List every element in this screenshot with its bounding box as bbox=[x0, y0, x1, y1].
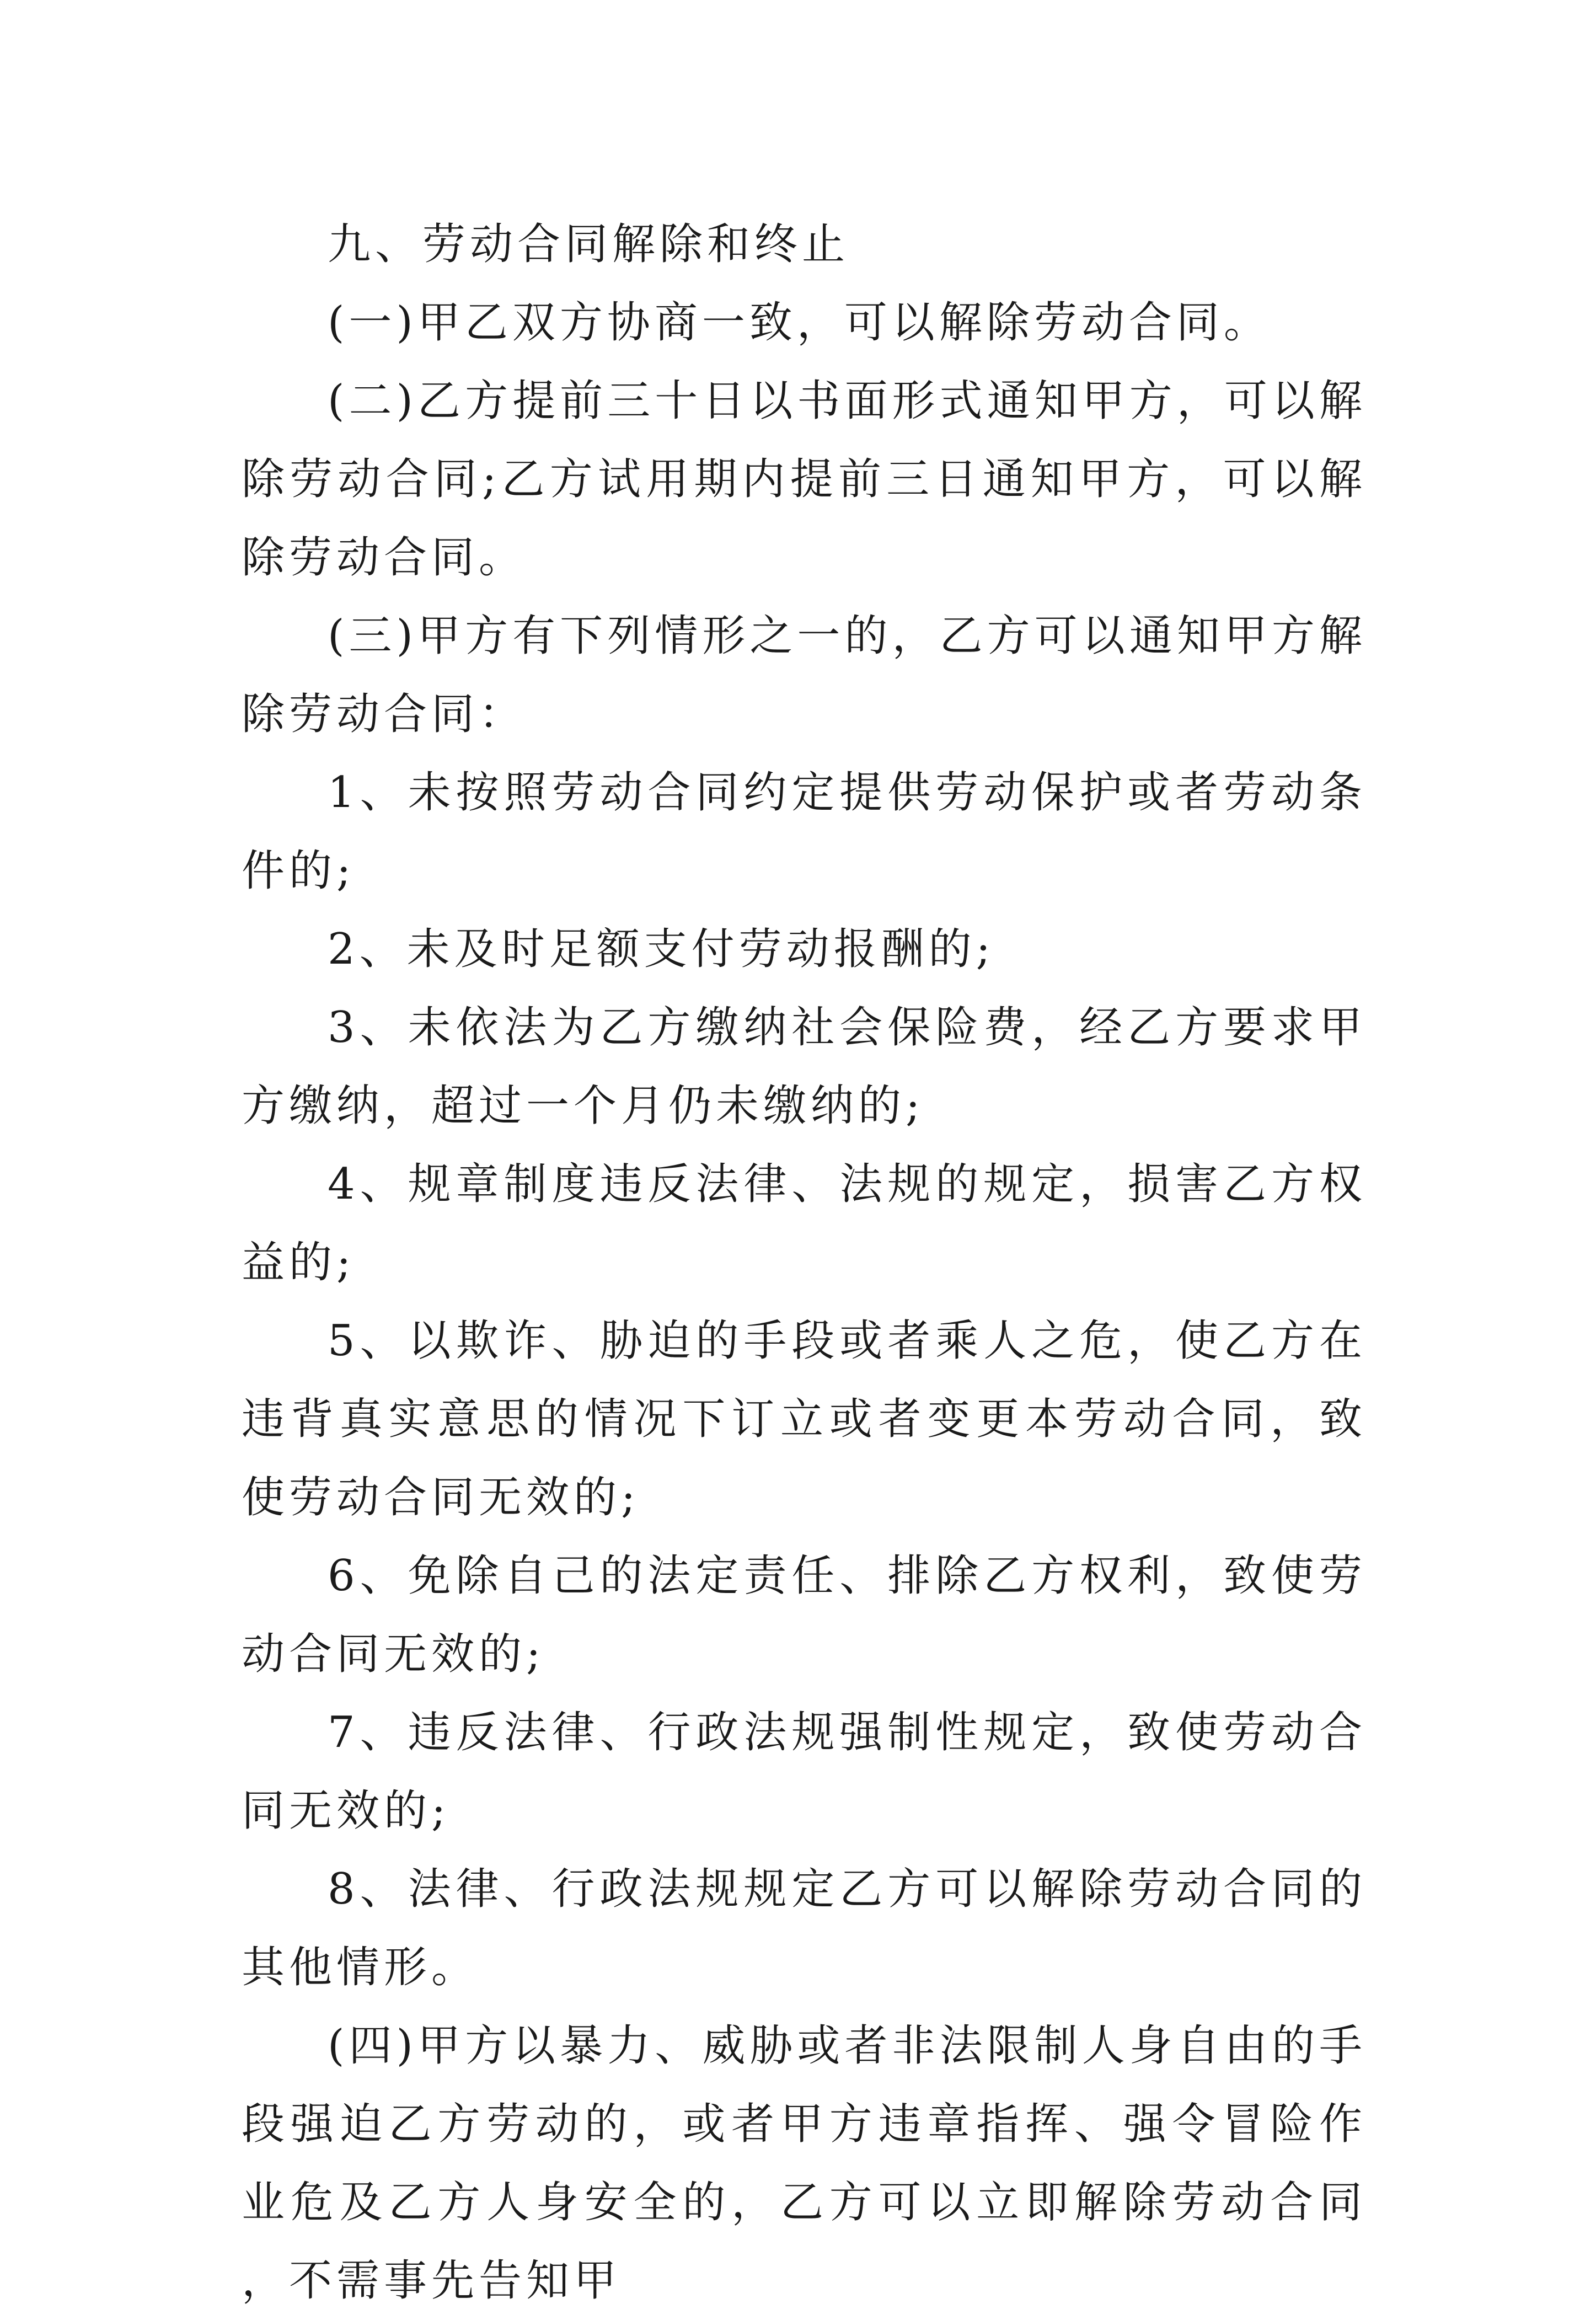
list-item-4: 4、规章制度违反法律、法规的规定，损害乙方权益的; bbox=[242, 1159, 1367, 1287]
paragraph-3: (三)甲方有下列情形之一的，乙方可以通知甲方解除劳动合同： bbox=[242, 611, 1367, 739]
list-item-5: 5、以欺诈、胁迫的手段或者乘人之危，使乙方在违背真实意思的情况下订立或者变更本劳动合同，致使劳动合同无效的; bbox=[242, 1316, 1367, 1522]
section-heading: 九、劳动合同解除和终止 bbox=[328, 220, 850, 269]
paragraph-2: (二)乙方提前三十日以书面形式通知甲方，可以解除劳动合同;乙方试用期内提前三日通知甲方，可以解除劳动合同。 bbox=[242, 376, 1367, 582]
list-item-7: 7、违反法律、行政法规强制性规定，致使劳动合同无效的; bbox=[242, 1708, 1367, 1836]
list-item-1: 1、未按照劳动合同约定提供劳动保护或者劳动条件的; bbox=[242, 768, 1367, 896]
paragraph-4: (四)甲方以暴力、威胁或者非法限制人身自由的手段强迫乙方劳动的，或者甲方违章指挥、强令冒险作业危及乙方人身安全的，乙方可以立即解除劳动合同，不需事先告知甲 bbox=[242, 2021, 1367, 2306]
paragraph-1: (一)甲乙双方协商一致，可以解除劳动合同。 bbox=[328, 298, 1271, 348]
list-item-3: 3、未依法为乙方缴纳社会保险费，经乙方要求甲方缴纳，超过一个月仍未缴纳的; bbox=[242, 1003, 1367, 1131]
list-item-2: 2、未及时足额支付劳动报酬的; bbox=[328, 924, 995, 974]
list-item-8: 8、法律、行政法规规定乙方可以解除劳动合同的其他情形。 bbox=[242, 1864, 1367, 1992]
document-body bbox=[242, 205, 1367, 2320]
list-item-6: 6、免除自己的法定责任、排除乙方权利，致使劳动合同无效的; bbox=[242, 1551, 1367, 1679]
